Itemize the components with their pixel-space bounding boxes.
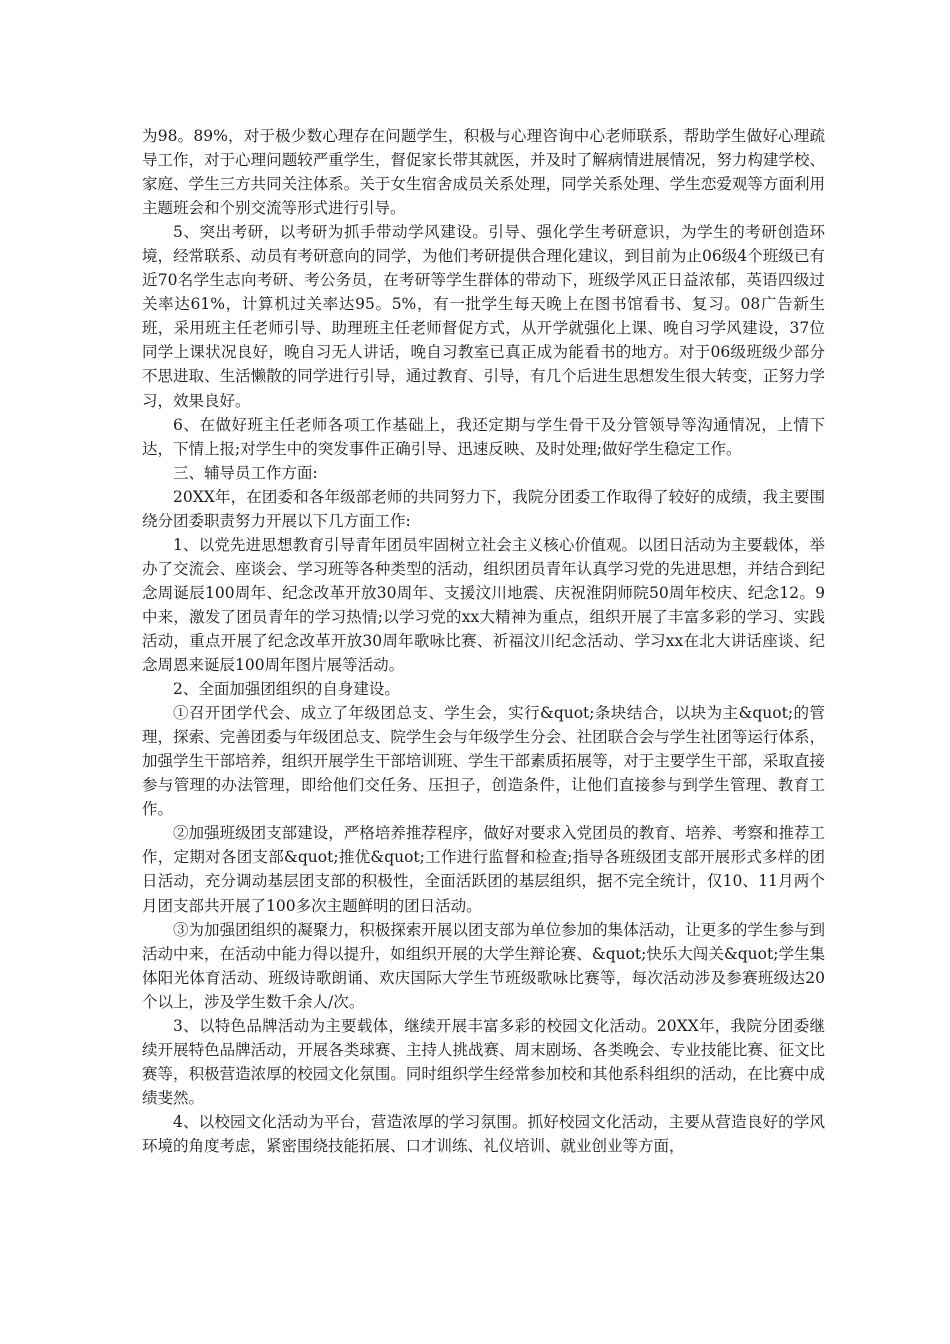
paragraph-item-2-organization-building: 2、全面加强团组织的自身建设。 bbox=[173, 680, 400, 699]
paragraph-subitem-2-branch-building: ②加强班级团支部建设，严格培养推荐程序，做好对要求入党团员的教育、培养、考察和推荐工作，定期对各团支部&quot;推优&quot;工作进行监督和检查;指导各班级团支部开展形式多样的团日活动，充分调动基层团支部的积极性，全面活跃团的基层组织，据不完全统计，仅10、11月两个月团支部共开展了100多次主题鲜明的团日活动。 bbox=[142, 824, 825, 915]
paragraph-item-6-communication: 6、在做好班主任老师各项工作基础上，我还定期与学生骨干及分管领导等沟通情况，上情下达，下情上报;对学生中的突发事件正确引导、迅速反映、及时处理;做好学生稳定工作。 bbox=[142, 415, 825, 458]
paragraph-subitem-1-congress: ①召开团学代会、成立了年级团总支、学生会，实行&quot;条块结合，以块为主&quot;的管理，探索、完善团委与年级团总支、院学生会与年级学生分会、社团联合会与学生社团等运行体系，加强学生干部培养，组织开展学生干部培训班、学生干部素质拓展等，对于主要学生干部，采取直接参与管理的办法管理，即给他们交任务、压担子，创造条件，让他们直接参与到学生管理、教育工作。 bbox=[142, 704, 825, 819]
paragraph-item-4-campus-culture: 4、以校园文化活动为平台，营造浓厚的学习氛围。抓好校园文化活动，主要从营造良好的学风环境的角度考虑，紧密围绕技能拓展、口才训练、礼仪培训、就业创业等方面， bbox=[142, 1112, 825, 1155]
paragraph-item-5-postgrad-exam: 5、突出考研，以考研为抓手带动学风建设。引导、强化学生考研意识，为学生的考研创造环境，经常联系、动员有考研意向的同学，为他们考研提供合理化建议，到目前为止06级4个班级已有近70名学生志向考研、考公务员，在考研等学生群体的带动下，班级学风正日益浓郁，英语四级过关率达61%，计算机过关率达95。5%，有一批学生每天晚上在图书馆看书、复习。08广告新生班，采用班主任老师引导、助理班主任老师督促方式，从开学就强化上课、晚自习学风建设，37位同学上课状况良好，晚自习无人讲话，晚自习教室已真正成为能看书的地方。对于06级班级少部分不思进取、生活懒散的同学进行引导，通过教育、引导，有几个后进生思想发生很大转变，正努力学习，效果良好。 bbox=[142, 223, 825, 410]
paragraph-intro-league-work: 20XX年，在团委和各年级部老师的共同努力下，我院分团委工作取得了较好的成绩，我主要围绕分团委职责努力开展以下几方面工作: bbox=[142, 487, 825, 530]
paragraph-item-1-ideology-education: 1、以党先进思想教育引导青年团员牢固树立社会主义核心价值观。以团日活动为主要载体，举办了交流会、座谈会、学习班等各种类型的活动，组织团员青年认真学习党的先进思想，并结合到纪念周诞辰100周年、纪念改革开放30周年、支援汶川地震、庆祝淮阴师院50周年校庆、纪念12。9中来，激发了团员青年的学习热情;以学习党的xx大精神为重点，组织开展了丰富多彩的学习、实践活动，重点开展了纪念改革开放30周年歌咏比赛、祈福汶川纪念活动、学习xx在北大讲话座谈、纪念周恩来诞辰100周年图片展等活动。 bbox=[142, 535, 825, 675]
section-heading-counselor-work: 三、辅导员工作方面: bbox=[173, 463, 318, 482]
paragraph-subitem-3-cohesion: ③为加强团组织的凝聚力，积极探索开展以团支部为单位参加的集体活动，让更多的学生参与到活动中来，在活动中能力得以提升，如组织开展的大学生辩论赛、&quot;快乐大闯关&quot;学生集体阳光体育活动、班级诗歌朗诵、欢庆国际大学生节班级歌咏比赛等，每次活动涉及参赛班级达20个以上，涉及学生数千余人/次。 bbox=[142, 920, 825, 1011]
document-body bbox=[142, 124, 825, 1158]
paragraph-psychology-continued: 为98。89%，对于极少数心理存在问题学生，积极与心理咨询中心老师联系，帮助学生做好心理疏导工作，对于心理问题较严重学生，督促家长带其就医，并及时了解病情进展情况，努力构建学校、家庭、学生三方共同关注体系。关于女生宿舍成员关系处理，同学关系处理、学生恋爱观等方面利用主题班会和个别交流等形式进行引导。 bbox=[142, 127, 825, 218]
paragraph-item-3-brand-activities: 3、以特色品牌活动为主要载体，继续开展丰富多彩的校园文化活动。20XX年，我院分团委继续开展特色品牌活动，开展各类球赛、主持人挑战赛、周末剧场、各类晚会、专业技能比赛、征文比赛等，积极营造浓厚的校园文化氛围。同时组织学生经常参加校和其他系科组织的活动，在比赛中成绩斐然。 bbox=[142, 1016, 825, 1107]
